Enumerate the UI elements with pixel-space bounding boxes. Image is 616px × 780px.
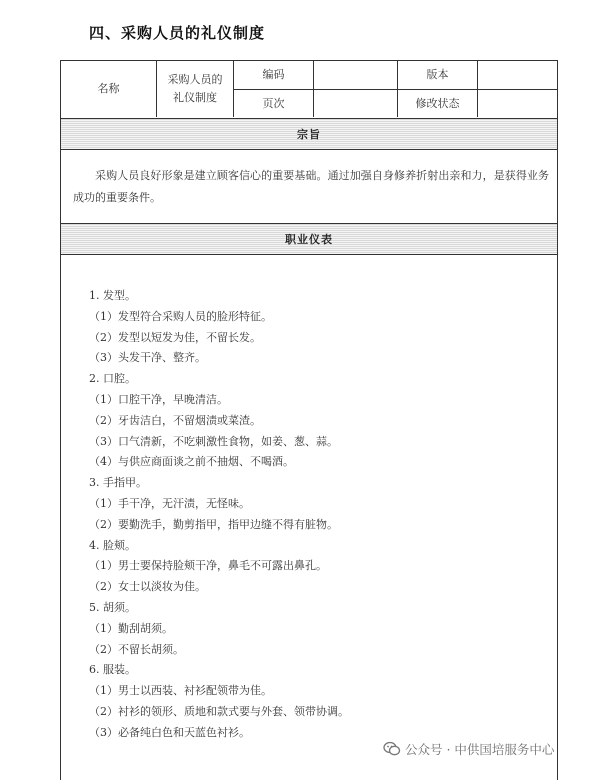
list-item: 4. 脸颊。: [89, 538, 136, 552]
list-item: （1）男士要保持脸颊干净，鼻毛不可露出鼻孔。: [89, 559, 327, 573]
list-item: （2）女士以淡妆为佳。: [89, 580, 206, 594]
list-item: （1）男士以西装、衬衫配领带为佳。: [89, 684, 272, 698]
appearance-section-header: [61, 223, 557, 255]
list-item: 2. 口腔。: [89, 372, 136, 386]
watermark-text: 公众号 · 中供国培服务中心: [405, 742, 555, 757]
purpose-text: 采购人员良好形象是建立顾客信心的重要基础。通过加强自身修养折射出亲和力，是获得业务成功的重要条件。: [73, 169, 549, 204]
list-item: （2）发型以短发为佳，不留长发。: [89, 330, 261, 344]
version-label: 版本: [426, 68, 449, 81]
list-item: （1）口腔干净，早晚清洁。: [89, 392, 228, 406]
purpose-title: 宗旨: [297, 128, 321, 141]
list-item: （4）与供应商面谈之前不抽烟、不喝酒。: [89, 455, 294, 469]
list-item: 3. 手指甲。: [89, 476, 147, 490]
regulation-form: [60, 60, 558, 780]
watermark: [383, 740, 554, 758]
code-label: 编码: [262, 68, 285, 81]
page-label: 页次: [262, 96, 285, 110]
list-item: 1. 发型。: [89, 289, 136, 302]
name-value-line-1: 采购人员的: [167, 73, 223, 86]
list-item: （2）衬衫的领形、质地和款式要与外套、领带协调。: [89, 704, 349, 718]
list-item: 5. 胡须。: [89, 600, 136, 614]
list-item: （2）不留长胡须。: [89, 642, 184, 656]
list-item: （1）发型符合采购人员的脸形特征。: [89, 309, 272, 323]
list-item: （3）口气清新，不吃刺激性食物，如姜、葱、蒜。: [89, 434, 338, 448]
list-item: （3）必备纯白色和天蓝色衬衫。: [89, 725, 250, 739]
wechat-icon: [383, 741, 401, 757]
list-item: （2）牙齿洁白，不留烟渍或菜渣。: [89, 413, 261, 427]
page-title: 四、采购人员的礼仪制度: [89, 24, 266, 42]
list-item: （3）头发干净、整齐。: [89, 351, 206, 365]
version-value: [478, 61, 557, 89]
appearance-list: [89, 286, 539, 744]
appearance-title: 职业仪表: [285, 233, 333, 246]
list-item: （1）勤刮胡须。: [89, 621, 173, 635]
form-header-table: [61, 61, 557, 117]
name-value: [157, 61, 233, 117]
name-label: 名称: [97, 82, 120, 95]
purpose-section-header: [61, 118, 557, 150]
code-value: [314, 61, 397, 89]
list-item: （2）要勤洗手，勤剪指甲，指甲边缝不得有脏物。: [89, 517, 338, 531]
revision-label: 修改状态: [415, 96, 460, 110]
list-item: （1）手干净，无汗渍，无怪味。: [89, 496, 250, 510]
page-value: [314, 90, 397, 117]
list-item: 6. 服装。: [89, 663, 136, 677]
name-value-line-2: 礼仪制度: [173, 91, 217, 104]
revision-value: [478, 90, 557, 117]
